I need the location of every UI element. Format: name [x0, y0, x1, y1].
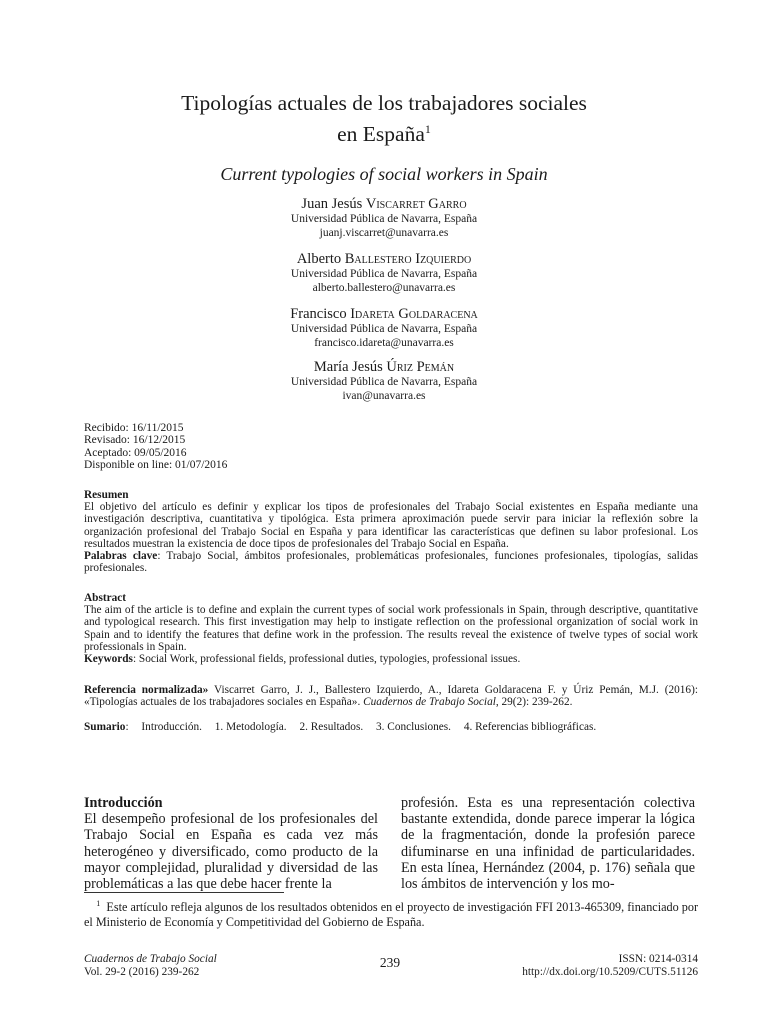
author-surname: Ballestero Izquierdo	[344, 251, 472, 267]
abstract-keywords-text: : Social Work, professional fields, professional duties, typologies, professional issues.	[132, 653, 521, 666]
paper-subtitle: Current typologies of social workers in Spain	[220, 164, 548, 184]
section-heading-introduccion: Introducción	[84, 795, 163, 811]
title-line-2-text: en España	[337, 122, 425, 147]
abstract-keywords-label: Keywords	[84, 653, 133, 666]
title-line-2	[84, 116, 684, 147]
resumen-text: El objetivo del artículo es definir y explicar los tipos de profesionales del Trabajo Social existentes en España mediante una investigación descriptiva, cuantitativa y tipológica. Esta primera aproximación puede servir para iniciar la reflexión sobre la organización profesional del Trabajo Social en España y para identificar las características que definen su labor profesional. Los resultados muestran la existencia de doce tipos de profesionales del Trabajo Social en España.	[84, 501, 698, 550]
date-accepted: Aceptado: 09/05/2016	[84, 446, 187, 459]
intro-paragraph-right: profesión. Esta es una representación colectiva bastante extendida, donde parece imperar la lógica de la fragmentación, donde la profesión parece difuminarse en una infinidad de particularidades. En esta línea, Hernández (2004, p. 176) señala que los ámbitos de intervención y los mo-	[401, 795, 695, 893]
sumario-item: Introducción.	[141, 721, 202, 733]
author-surname: Idareta Goldaracena	[350, 306, 478, 322]
author-name	[84, 251, 684, 268]
sumario-item: 1. Metodología.	[214, 721, 287, 733]
footer-volume: Vol. 29-2 (2016) 239-262	[84, 966, 200, 978]
author-given: María Jesús	[313, 359, 383, 375]
resumen-keywords-text: : Trabajo Social, ámbitos profesionales, problemáticas profesionales, funciones profesionales, tipologías, salidas profesionales.	[84, 550, 699, 575]
date-received: Recibido: 16/11/2015	[84, 422, 184, 434]
author-4	[84, 359, 684, 403]
title-footnote-mark[interactable]: 1	[424, 122, 431, 136]
footer-doi[interactable]: http://dx.doi.org/10.5209/CUTS.51126	[522, 966, 698, 978]
author-name	[84, 196, 684, 213]
resumen-keywords	[84, 550, 698, 574]
footnote-mark: 1	[96, 899, 101, 908]
resumen-section	[84, 489, 698, 574]
title-line-1: Tipologías actuales de los trabajadores sociales	[181, 91, 587, 115]
referencia-normalizada	[84, 684, 698, 708]
referencia-text: Viscarret Garro, J. J., Ballestero Izquierdo, A., Idareta Goldaracena F. y Úriz Pemán, M.J. (2016): «Tipologías actuales de los trabajadores sociales en España».	[84, 684, 698, 709]
sumario-label: Sumario	[84, 721, 126, 733]
sumario: Sumario: Introducción. 1. Metodología. 2. Resultados. 3. Conclusiones. 4. Referencias bibliográficas.	[84, 721, 597, 733]
author-given: Alberto	[296, 251, 342, 267]
author-2	[84, 251, 684, 295]
referencia-tail: , 29(2): 239-262.	[495, 696, 573, 709]
footer-issn: ISSN: 0214-0314	[618, 953, 698, 965]
abstract-section	[84, 592, 698, 665]
footer-journal: Cuadernos de Trabajo Social	[84, 953, 217, 965]
resumen-heading: Resumen	[84, 489, 129, 501]
author-affiliation: Universidad Pública de Navarra, España	[290, 268, 478, 280]
sumario-item: 4. Referencias bibliográficas.	[463, 721, 597, 733]
abstract-text: The aim of the article is to define and explain the current types of social work professionals in Spain, through descriptive, quantitative and typological research. This first investigation may help to instigate reflection on the professional organization of social work in Spain and to identify the features that define work in the profession. The results reveal the existence of twelve types of social work professionals in Spain.	[84, 604, 698, 653]
footnote-text: Este artículo refleja algunos de los resultados obtenidos en el proyecto de investigación FFI 2013-465309, financiado por el Ministerio de Economía y Competitividad del Gobierno de España.	[84, 900, 698, 930]
referencia-journal: Cuadernos de Trabajo Social	[363, 696, 496, 709]
author-given: Juan Jesús	[301, 196, 363, 212]
abstract-heading: Abstract	[84, 592, 127, 604]
page-number: 239	[379, 955, 401, 970]
abstract-keywords	[84, 653, 698, 665]
author-surname: Úriz Pemán	[386, 359, 455, 375]
date-online: Disponible on line: 01/07/2016	[84, 459, 228, 472]
sumario-item: 2. Resultados.	[299, 721, 364, 733]
author-affiliation: Universidad Pública de Navarra, España	[290, 213, 478, 225]
footer-left	[84, 953, 217, 979]
paper-title	[84, 90, 684, 147]
body-column-left	[84, 795, 378, 892]
author-affiliation: Universidad Pública de Navarra, España	[290, 323, 478, 335]
author-email[interactable]: francisco.idareta@unavarra.es	[314, 336, 454, 349]
footnote-divider	[84, 892, 284, 893]
author-name	[84, 306, 684, 323]
sumario-item: 3. Conclusiones.	[376, 721, 451, 733]
article-dates	[84, 422, 227, 472]
author-affiliation: Universidad Pública de Navarra, España	[290, 376, 478, 388]
author-surname: Viscarret Garro	[365, 196, 467, 212]
author-email[interactable]: juanj.viscarret@unavarra.es	[319, 226, 449, 239]
resumen-keywords-label: Palabras clave	[84, 550, 158, 563]
author-3	[84, 306, 684, 350]
author-given: Francisco	[290, 306, 347, 322]
author-email[interactable]: alberto.ballestero@unavarra.es	[312, 281, 456, 294]
footer-right	[522, 953, 698, 979]
body-column-right	[401, 795, 695, 892]
author-1	[84, 196, 684, 240]
author-email[interactable]: ivan@unavarra.es	[342, 389, 426, 402]
author-name	[84, 359, 684, 376]
date-revised: Revisado: 16/12/2015	[84, 434, 186, 447]
footnote	[84, 896, 698, 930]
referencia-label: Referencia normalizada»	[84, 684, 209, 696]
intro-paragraph-left: El desempeño profesional de los profesionales del Trabajo Social en España es cada vez más heterogéneo y diversificado, como producto de la mayor complejidad, pluralidad y diversidad de las problemáticas a las que debe hacer frente la	[84, 811, 378, 893]
